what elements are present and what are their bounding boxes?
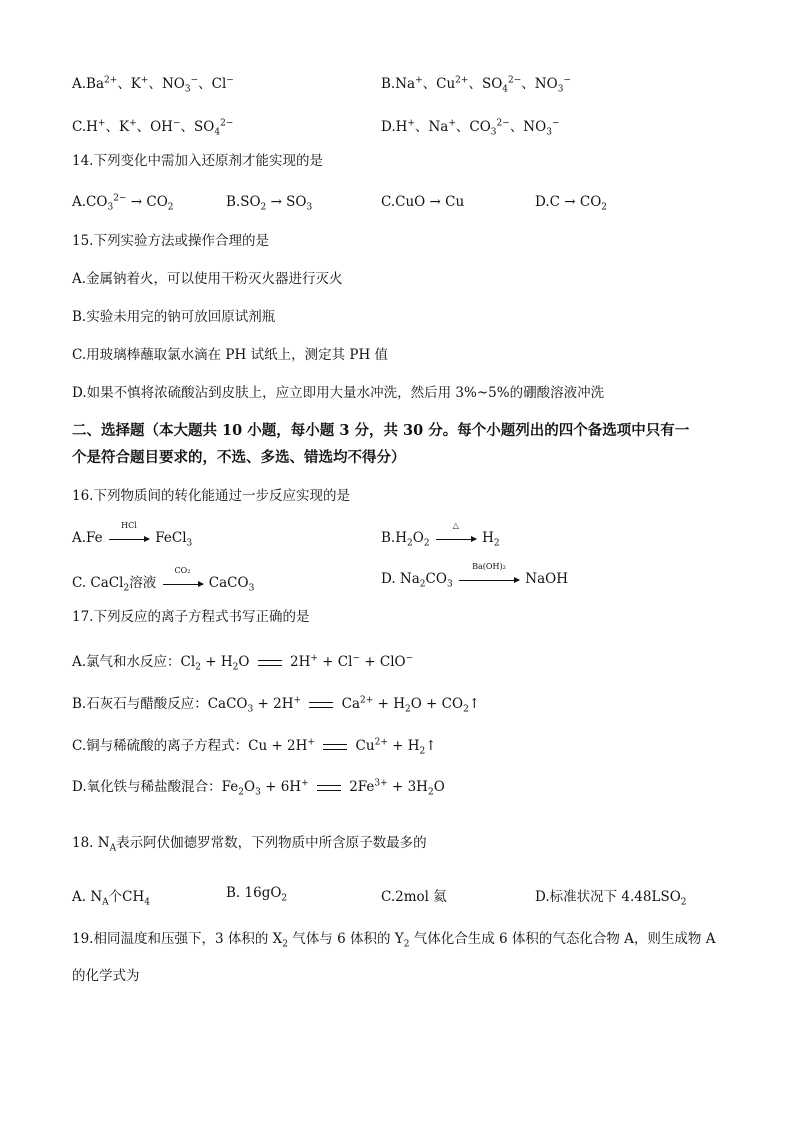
stem-text: 气体化合生成 6 体积的气态化合物 [413, 931, 620, 947]
option-label: C. [381, 194, 396, 210]
q18-option-d: D.标准状况下 $4.48LSO_2$ [535, 889, 687, 908]
section-2-header-line-2: 个是符合题目要求的，不选、多选、错选均不得分） [72, 449, 406, 466]
q13-option-d: D.H+、Na+、$CO_3^{2-}$、$NO_3^-$ [381, 118, 560, 138]
q16-option-d: D. $Na_2CO_3$ Ba(OH)₂ NaOH [381, 561, 568, 590]
question-17-stem: 17.下列反应的离子方程式书写正确的是 [72, 609, 310, 625]
option-text: D.氧化铁与稀盐酸混合： [72, 779, 222, 795]
option-text: 16g [244, 885, 271, 901]
reaction-arrow-icon [434, 520, 478, 547]
option-label: A. [72, 76, 87, 92]
option-text: 个 [108, 889, 123, 905]
stem-text: 19.相同温度和压强下，3 体积的 [72, 931, 269, 947]
option-label: D. [381, 119, 396, 135]
q16-option-b: $B.H_2O_2$ △ $H_2$ [381, 520, 500, 549]
solution-text: 溶液 [129, 575, 157, 591]
q13-option-c: C.H+、K+、OH−、$SO_4^{2-}$ [72, 118, 234, 138]
option-text: A.氯气和水反应： [72, 654, 181, 670]
q17-option-a: A.氯气和水反应：$Cl_2 + H_2O$ 2H+ + Cl− + ClO− [72, 653, 414, 673]
q15-option-d: D.如果不慎将浓硫酸沾到皮肤上，应立即用大量水冲洗，然后用 3%~5%的硼酸溶液冲洗 [72, 385, 605, 401]
stem-text: 表示阿伏伽德罗常数，下列物质中所含原子数最多的 [116, 835, 427, 851]
option-label: A. [72, 194, 87, 210]
reaction-condition: HCl [121, 520, 137, 530]
q14-option-b: $B.SO_2 \to SO_3$ [226, 194, 313, 213]
q15-option-b: B.实验未用完的钠可放回原试剂瓶 [72, 309, 276, 325]
q18-option-c: C.2mol 氦 [381, 889, 447, 905]
reaction-arrow-icon [161, 565, 205, 592]
option-label: B. [381, 530, 396, 546]
q15-option-c: C.用玻璃棒蘸取氯水滴在 PH 试纸上，测定其 PH 值 [72, 347, 389, 363]
reaction-condition: CO₂ [174, 565, 191, 575]
q18-option-b: B. $16gO_2$ [226, 885, 288, 904]
q18-option-a: A. $N_A$个$CH_4$ [72, 889, 150, 908]
q13-option-b: B.Na+、$Cu^{2+}$、$SO_4^{2-}$、$NO_3^-$ [381, 75, 571, 95]
option-label: B. [226, 885, 241, 901]
question-14-stem: 14.下列变化中需加入还原剂才能实现的是 [72, 153, 323, 169]
option-text: D.标准状况下 4.48L [535, 889, 661, 905]
option-label: C. [72, 119, 87, 135]
option-label: A. [72, 889, 87, 905]
option-label: D. [381, 571, 396, 587]
question-19-stem-line-2: 的化学式为 [72, 968, 140, 984]
stem-text: ，则生成物 [633, 931, 702, 947]
q17-option-b: B.石灰石与醋酸反应：CaCO$_3$ + 2H+ $Ca^{2+} + H_2O$ + $CO_2↑$ [72, 695, 481, 715]
reaction-arrow-icon [107, 520, 151, 547]
section-2-header-line-1: 二、选择题（本大题共 10 小题，每小题 3 分，共 30 分。每个小题列出的四个备选项中只有一 [72, 422, 690, 439]
option-text: C.铜与稀硫酸的离子方程式： [72, 738, 249, 754]
option-label: C. [72, 575, 87, 591]
q16-option-c: C. CaCl$_2$溶液 CO₂ CaCO$_3$ [72, 565, 255, 594]
option-label: A. [72, 530, 87, 546]
option-text: B.石灰石与醋酸反应： [72, 696, 208, 712]
question-number: 18. [72, 835, 94, 851]
q14-option-d: $D.C \to CO_2$ [535, 194, 607, 213]
q13-option-a: $A.Ba^{2+}$、K+、$NO_3^-$、Cl− [72, 75, 234, 95]
question-19-stem: 19.相同温度和压强下，3 体积的 $X_2$ 气体与 6 体积的 $Y_2$ 气体化合生成 6 体积的气态化合物 A，则生成物 A [72, 931, 716, 950]
reaction-condition: △ [452, 520, 459, 530]
q16-option-a: A.Fe HCl FeCl$_3$ [72, 520, 193, 549]
q14-option-a: $A.CO_3^{2-} \to CO_2$ [72, 193, 174, 213]
question-18-stem: 18. $N_A$表示阿伏伽德罗常数，下列物质中所含原子数最多的 [72, 835, 427, 854]
reaction-arrow-icon [457, 561, 521, 588]
option-label: D. [535, 194, 550, 210]
option-label: B. [226, 194, 241, 210]
stem-text: 气体与 6 体积的 [292, 931, 391, 947]
question-15-stem: 15.下列实验方法或操作合理的是 [72, 233, 269, 249]
q15-option-a: A.金属钠着火，可以使用干粉灭火器进行灭火 [72, 271, 343, 287]
q14-option-c: C.CuO → Cu [381, 194, 465, 210]
q17-option-c: C.铜与稀硫酸的离子方程式：Cu + 2H+ $Cu^{2+}$ + $H_2↑$ [72, 737, 437, 757]
q17-option-d: D.氧化铁与稀盐酸混合：$Fe_2O_3 + 6H^+$ $2Fe^{3+} + 3H_2O$ [72, 778, 445, 798]
question-16-stem: 16.下列物质间的转化能通过一步反应实现的是 [72, 488, 350, 504]
option-label: B. [381, 76, 396, 92]
reaction-condition: Ba(OH)₂ [472, 561, 506, 571]
